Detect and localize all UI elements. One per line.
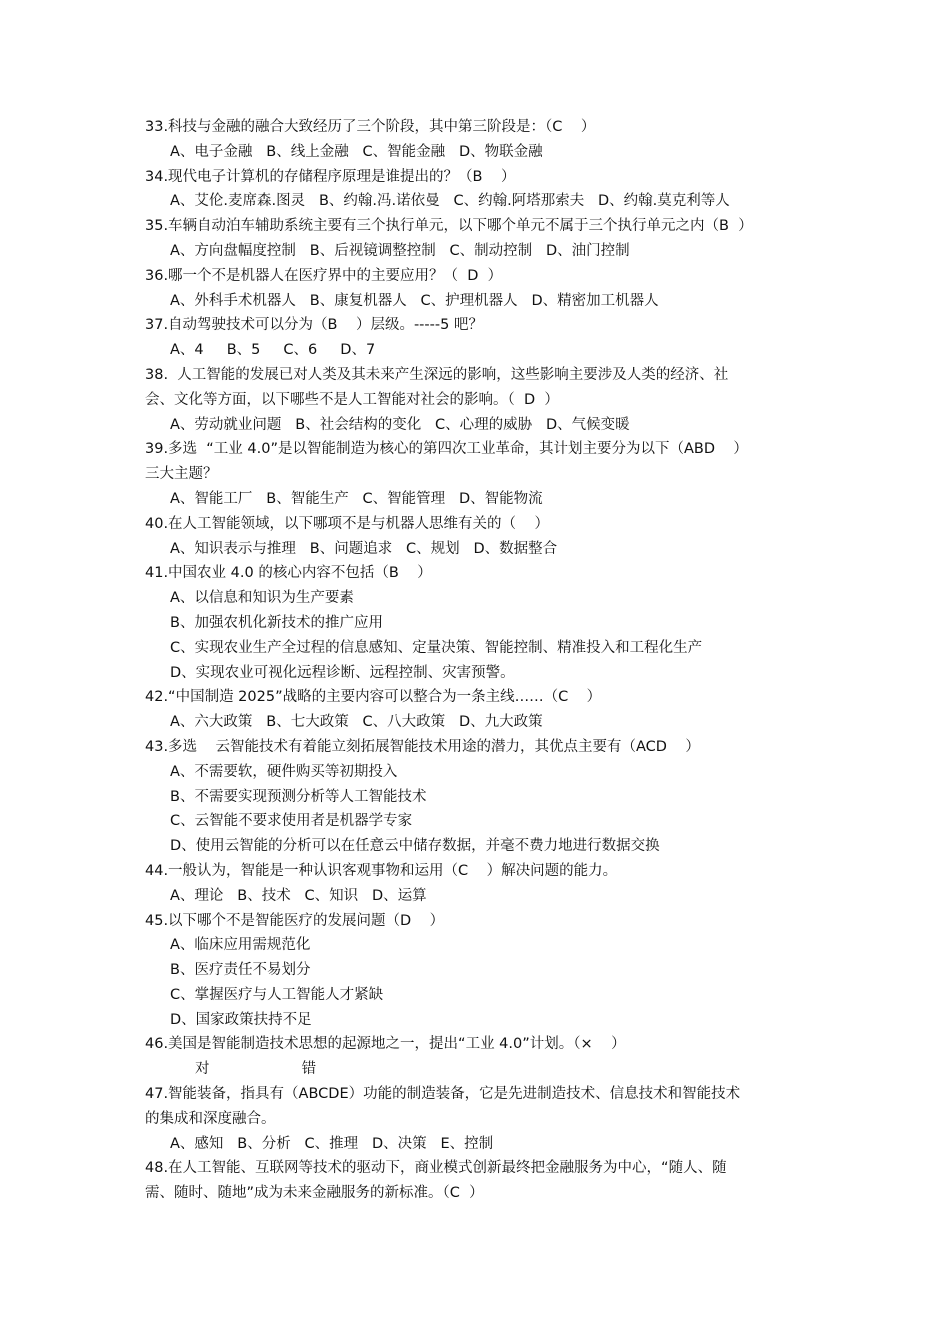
answer-options: D、使用云智能的分析可以在任意云中储存数据，并毫不费力地进行数据交换 bbox=[170, 838, 660, 855]
true-false-options: 对 错 bbox=[195, 1061, 317, 1078]
question-text: 48.在人工智能、互联网等技术的驱动下，商业模式创新最终把金融服务为中心，“随人、随 bbox=[145, 1160, 727, 1177]
answer-options: A、感知 B、分析 C、推理 D、决策 E、控制 bbox=[170, 1135, 494, 1152]
question-text: 38. 人工智能的发展已对人类及其未来产生深远的影响，这些影响主要涉及人类的经济、社 bbox=[145, 366, 729, 383]
answer-options: A、六大政策 B、七大政策 C、八大政策 D、九大政策 bbox=[170, 714, 543, 731]
answer-options: A、智能工厂 B、智能生产 C、智能管理 D、智能物流 bbox=[170, 490, 543, 507]
answer-options: C、实现农业生产全过程的信息感知、定量决策、智能控制、精准投入和工程化生产 bbox=[170, 639, 703, 656]
question-text: 33.科技与金融的融合大致经历了三个阶段，其中第三阶段是：（C ） bbox=[145, 119, 596, 135]
answer-options: C、掌握医疗与人工智能人才紧缺 bbox=[170, 986, 384, 1003]
question-text: 三大主题？ bbox=[145, 466, 218, 483]
answer-options: A、外科手术机器人 B、康复机器人 C、护理机器人 D、精密加工机器人 bbox=[170, 292, 659, 309]
answer-options: A、以信息和知识为生产要素 bbox=[170, 590, 354, 607]
question-text: 37.自动驾驶技术可以分为（B ）层级。-----5 吧？ bbox=[145, 317, 483, 334]
question-text: 41.中国农业 4.0 的核心内容不包括（B ） bbox=[145, 565, 432, 582]
answer-options: B、加强农机化新技术的推广应用 bbox=[170, 614, 383, 631]
question-text: 40.在人工智能领域，以下哪项不是与机器人思维有关的（ ） bbox=[145, 515, 549, 532]
question-text: 47.智能装备，指具有（ABCDE）功能的制造装备，它是先进制造技术、信息技术和智能技术 bbox=[145, 1086, 741, 1103]
answer-options: D、实现农业可视化远程诊断、远程控制、灾害预警。 bbox=[170, 664, 515, 681]
answer-options: D、国家政策扶持不足 bbox=[170, 1011, 312, 1028]
question-text: 44.一般认为，智能是一种认识客观事物和运用（C ）解决问题的能力。 bbox=[145, 862, 618, 879]
answer-options: A、方向盘幅度控制 B、后视镜调整控制 C、制动控制 D、油门控制 bbox=[170, 242, 630, 259]
question-text: 的集成和深度融合。 bbox=[145, 1110, 276, 1127]
question-text: 会、文化等方面，以下哪些不是人工智能对社会的影响。（ D ） bbox=[145, 391, 559, 408]
question-text: 42.“中国制造 2025”战略的主要内容可以整合为一条主线……（C ） bbox=[145, 689, 602, 706]
question-text: 45.以下哪个不是智能医疗的发展问题（D ） bbox=[145, 912, 445, 929]
answer-options: C、云智能不要求使用者是机器学专家 bbox=[170, 813, 413, 830]
question-text: 39.多选 “工业 4.0”是以智能制造为核心的第四次工业革命，其计划主要分为以下（ABD ） bbox=[145, 441, 748, 458]
answer-options: A、劳动就业问题 B、社会结构的变化 C、心理的威胁 D、气候变暖 bbox=[170, 416, 630, 433]
question-text: 36.哪一个不是机器人在医疗界中的主要应用？（ D ） bbox=[145, 267, 503, 284]
question-text: 43.多选 云智能技术有着能立刻拓展智能技术用途的潜力，其优点主要有（ACD ） bbox=[145, 738, 700, 755]
answer-options: A、电子金融 B、线上金融 C、智能金融 D、物联金融 bbox=[170, 143, 543, 160]
answer-options: A、临床应用需规范化 bbox=[170, 937, 311, 954]
question-text: 需、随时、随地”成为未来金融服务的新标准。（C ） bbox=[145, 1185, 484, 1202]
question-text: 46.美国是智能制造技术思想的起源地之一，提出“工业 4.0”计划。（× ） bbox=[145, 1036, 626, 1053]
answer-options: A、艾伦.麦席森.图灵 B、约翰.冯.诺依曼 C、约翰.阿塔那索夫 D、约翰.莫克利等人 bbox=[170, 193, 730, 210]
answer-options: A、4 B、5 C、6 D、7 bbox=[170, 342, 376, 359]
question-text: 34.现代电子计算机的存储程序原理是谁提出的？（B ） bbox=[145, 168, 516, 185]
answer-options: B、不需要实现预测分析等人工智能技术 bbox=[170, 788, 427, 805]
answer-options: A、不需要软，硬件购买等初期投入 bbox=[170, 763, 398, 780]
answer-options: B、医疗责任不易划分 bbox=[170, 962, 311, 979]
answer-options: A、知识表示与推理 B、问题追求 C、规划 D、数据整合 bbox=[170, 540, 558, 557]
question-list bbox=[145, 115, 815, 1206]
question-text: 35.车辆自动泊车辅助系统主要有三个执行单元，以下哪个单元不属于三个执行单元之内（B ） bbox=[145, 218, 753, 235]
answer-options: A、理论 B、技术 C、知识 D、运算 bbox=[170, 887, 427, 904]
